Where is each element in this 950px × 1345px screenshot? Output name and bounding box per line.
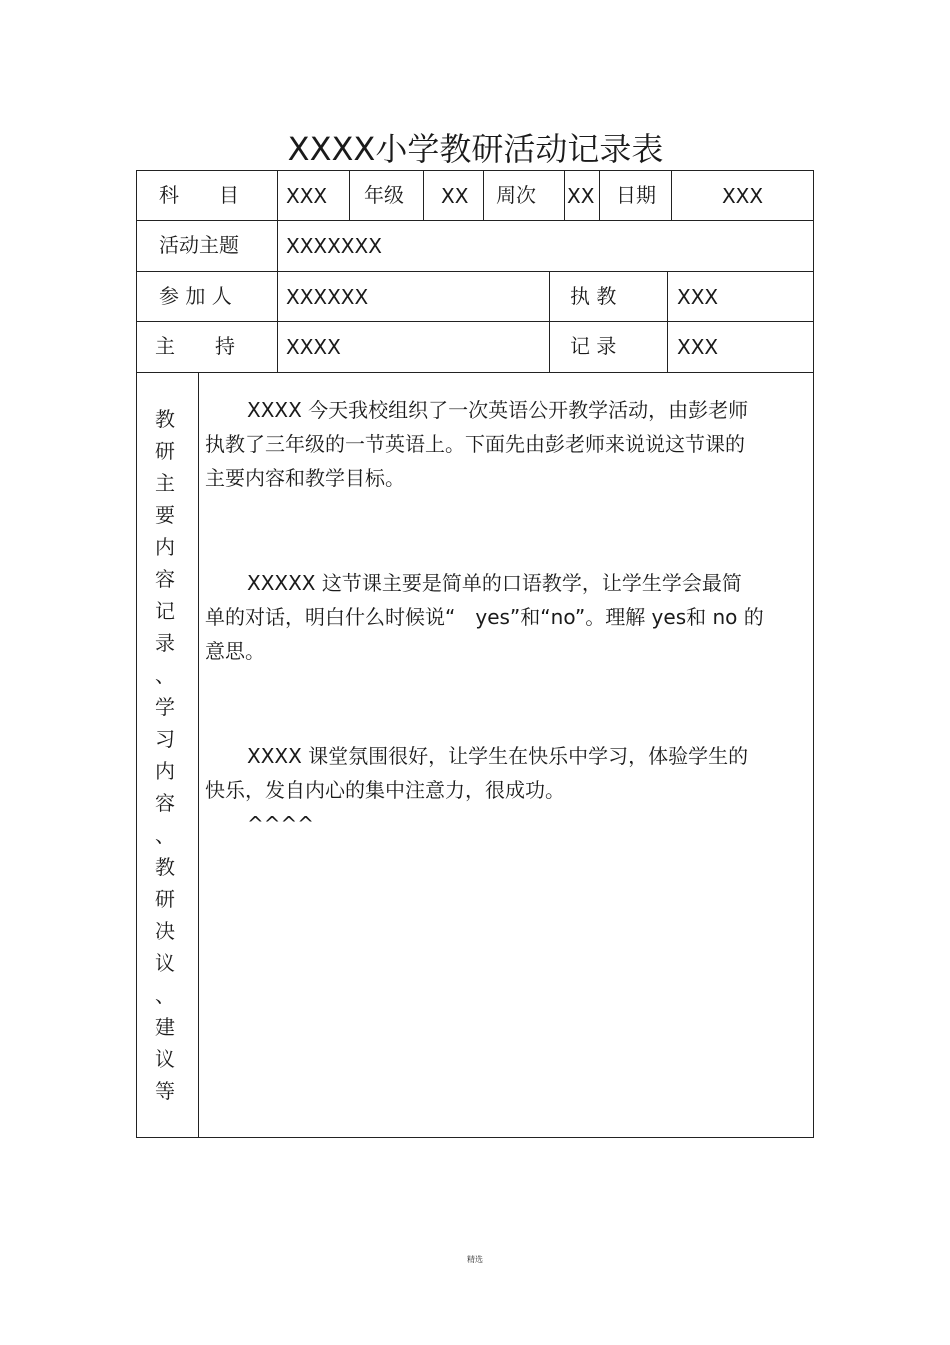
side-char: 、 xyxy=(155,983,175,1007)
row-divider xyxy=(137,271,813,272)
record-content xyxy=(205,393,810,912)
date-label: 日期 xyxy=(616,183,656,207)
text-line: 主要内容和教学目标。 xyxy=(205,466,405,490)
side-char: 等 xyxy=(155,1079,175,1103)
col-divider xyxy=(564,171,565,220)
row-divider xyxy=(137,220,813,221)
text-line: XXXXX 这节课主要是简单的口语教学，让学生学会最简 xyxy=(247,571,742,595)
row-divider xyxy=(137,321,813,322)
side-char: 习 xyxy=(155,727,175,751)
date-value: XXX xyxy=(721,184,764,208)
side-char: 建 xyxy=(155,1015,175,1039)
side-char: 教 xyxy=(155,855,175,879)
side-char: 研 xyxy=(155,439,175,463)
paragraph xyxy=(205,739,810,841)
side-char: 议 xyxy=(155,1047,175,1071)
participants-label: 参 加 人 xyxy=(159,284,232,308)
side-char: 主 xyxy=(155,471,175,495)
recorder-label: 记 录 xyxy=(570,334,617,358)
side-char: 、 xyxy=(155,823,175,847)
side-char: 决 xyxy=(155,919,175,943)
col-divider xyxy=(667,271,668,372)
side-char: 议 xyxy=(155,951,175,975)
text-line: 快乐，发自内心的集中注意力，很成功。 xyxy=(205,778,565,802)
side-char: 录 xyxy=(155,631,175,655)
teacher-value: XXX xyxy=(677,285,719,309)
col-divider xyxy=(198,372,199,1137)
text-line: XXXX 课堂氛围很好，让学生在快乐中学习，体验学生的 xyxy=(247,744,749,768)
topic-label: 活动主题 xyxy=(159,233,239,257)
side-char: 记 xyxy=(155,599,175,623)
col-divider xyxy=(483,171,484,220)
side-char: 容 xyxy=(155,567,175,591)
col-divider xyxy=(349,171,350,220)
side-char: 教 xyxy=(155,407,175,431)
side-char: 学 xyxy=(155,695,175,719)
subject-value: XXX xyxy=(286,184,328,208)
row-divider xyxy=(137,372,813,373)
side-char: 要 xyxy=(155,503,175,527)
text-line: ^^^^ xyxy=(247,812,315,836)
page-title: XXXX小学教研活动记录表 xyxy=(287,130,664,168)
text-line: 单的对话，明白什么时候说“ yes”和“no”。理解 yes和 no 的 xyxy=(205,605,764,629)
paragraph xyxy=(205,393,810,495)
footer-label: 精选 xyxy=(467,1255,483,1264)
week-value: XX xyxy=(567,184,595,208)
col-divider xyxy=(599,171,600,220)
host-label: 主 持 xyxy=(155,334,235,358)
side-char: 内 xyxy=(155,535,175,559)
subject-label: 科 目 xyxy=(159,183,239,207)
text-line: 意思。 xyxy=(205,639,265,663)
side-char: 、 xyxy=(155,663,175,687)
week-label: 周次 xyxy=(496,183,536,207)
col-divider xyxy=(423,171,424,220)
participants-value: XXXXXX xyxy=(286,285,369,309)
paragraph xyxy=(205,566,810,668)
section-side-label xyxy=(149,403,181,1107)
record-table xyxy=(136,170,814,1138)
topic-value: XXXXXXX xyxy=(286,234,382,258)
grade-label: 年级 xyxy=(364,183,404,207)
side-char: 内 xyxy=(155,759,175,783)
host-value: XXXX xyxy=(286,335,341,359)
teacher-label: 执 教 xyxy=(570,284,617,308)
side-char: 研 xyxy=(155,887,175,911)
grade-value: XX xyxy=(441,184,469,208)
text-line: 执教了三年级的一节英语上。下面先由彭老师来说说这节课的 xyxy=(205,432,745,456)
col-divider xyxy=(549,271,550,372)
text-line: XXXX 今天我校组织了一次英语公开教学活动，由彭老师 xyxy=(247,398,749,422)
side-char: 容 xyxy=(155,791,175,815)
recorder-value: XXX xyxy=(677,335,719,359)
col-divider xyxy=(277,171,278,372)
